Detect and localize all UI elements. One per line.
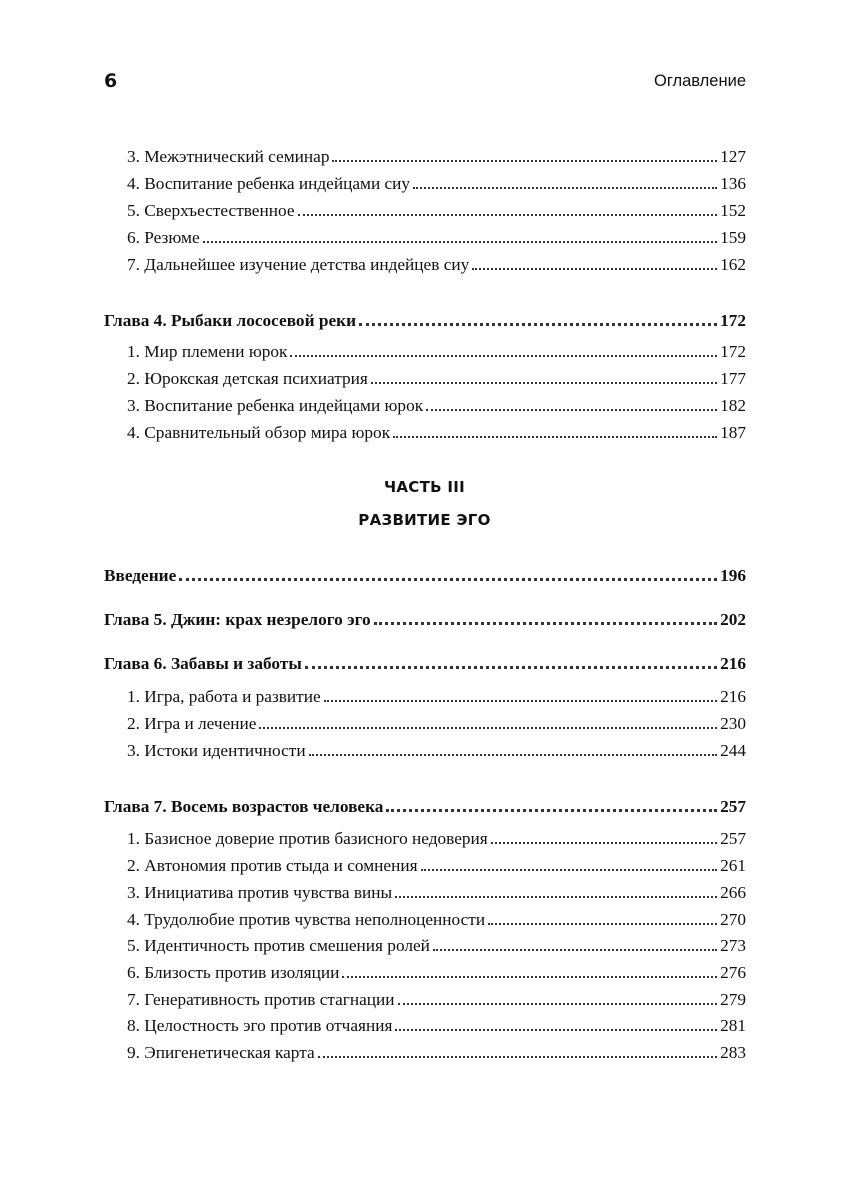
dot-leader	[203, 241, 717, 243]
dot-leader	[324, 700, 717, 702]
toc-entry-page: 276	[720, 963, 746, 982]
toc-entry-page: 177	[720, 369, 746, 388]
toc-section-entry	[104, 828, 746, 850]
toc-entry-page: 172	[720, 342, 746, 361]
toc-section-entry	[104, 686, 746, 708]
dot-leader	[318, 1056, 717, 1058]
toc-entry-title: Введение	[104, 566, 177, 585]
toc-entry-page: 270	[720, 910, 746, 929]
toc-section-entry	[104, 989, 746, 1011]
dot-leader	[491, 842, 717, 844]
toc-section-entry	[104, 341, 746, 363]
toc-section-entry	[104, 227, 746, 249]
toc-entry-title: 1. Базисное доверие против базисного недоверия	[127, 829, 488, 848]
dot-leader	[488, 923, 717, 925]
dot-leader	[309, 754, 717, 756]
dot-leader	[374, 622, 717, 625]
toc-section-entry	[104, 740, 746, 762]
toc-entry-page: 257	[720, 797, 746, 816]
toc-entry-title: Глава 7. Восемь возрастов человека	[104, 797, 384, 816]
toc-entry-page: 182	[720, 396, 746, 415]
toc-entry-title: Глава 5. Джин: крах незрелого эго	[104, 610, 371, 629]
toc-entry-title: 4. Трудолюбие против чувства неполноценности	[127, 910, 486, 929]
toc-entry-title: 4. Сравнительный обзор мира юрок	[127, 423, 391, 442]
dot-leader	[298, 214, 718, 216]
toc-entry-title: 6. Резюме	[127, 228, 200, 247]
page-number: 6	[104, 70, 118, 92]
dot-leader	[259, 727, 717, 729]
toc-entry-page: 162	[720, 255, 746, 274]
dot-leader	[472, 268, 717, 270]
toc-entry-title: 5. Идентичность против смешения ролей	[127, 936, 430, 955]
dot-leader	[426, 409, 717, 411]
toc-section-entry	[104, 254, 746, 276]
dot-leader	[359, 323, 717, 326]
toc-entry-page: 216	[720, 654, 746, 673]
toc-section-entry	[104, 855, 746, 877]
toc-entry-page: 127	[720, 147, 746, 166]
dot-leader	[413, 187, 717, 189]
toc-section-entry	[104, 146, 746, 168]
toc-section-entry	[104, 909, 746, 931]
toc-chapter-entry	[104, 310, 746, 332]
dot-leader	[371, 382, 717, 384]
toc-section-entry	[104, 200, 746, 222]
dot-leader	[393, 436, 717, 438]
dot-leader	[421, 869, 718, 871]
toc-entry-page: 273	[720, 936, 746, 955]
toc-entry-title: 2. Игра и лечение	[127, 714, 257, 733]
toc-section-entry	[104, 395, 746, 417]
toc-entry-title: 5. Сверхъестественное	[127, 201, 295, 220]
toc-entry-title: 3. Инициатива против чувства вины	[127, 883, 393, 902]
toc-entry-title: 9. Эпигенетическая карта	[127, 1043, 315, 1062]
toc-entry-title: Глава 4. Рыбаки лососевой реки	[104, 311, 357, 330]
toc-entry-page: 244	[720, 741, 746, 760]
toc-entry-page: 136	[720, 174, 746, 193]
dot-leader	[395, 1029, 717, 1031]
toc-section-entry	[104, 368, 746, 390]
toc-section-entry	[104, 713, 746, 735]
toc-entry-title: 3. Истоки идентичности	[127, 741, 306, 760]
toc-entry-page: 187	[720, 423, 746, 442]
toc-entry-title: 2. Юрокская детская психиатрия	[127, 369, 368, 388]
toc-entry-title: 7. Дальнейшее изучение детства индейцев сиу	[127, 255, 470, 274]
toc-chapter-entry	[104, 796, 746, 818]
toc-entry-page: 159	[720, 228, 746, 247]
dot-leader	[342, 976, 717, 978]
dot-leader	[398, 1003, 718, 1005]
toc-entry-page: 230	[720, 714, 746, 733]
toc-entry-title: 4. Воспитание ребенка индейцами сиу	[127, 174, 411, 193]
toc-chapter-entry	[104, 653, 746, 675]
toc-entry-page: 257	[720, 829, 746, 848]
toc-entry-title: 3. Воспитание ребенка индейцами юрок	[127, 396, 424, 415]
toc-section-entry	[104, 935, 746, 957]
toc-chapter-entry	[104, 565, 746, 587]
toc-entry-title: 1. Мир племени юрок	[127, 342, 288, 361]
running-title: Оглавление	[654, 72, 746, 90]
toc-section-entry	[104, 1015, 746, 1037]
toc-entry-title: Глава 6. Забавы и заботы	[104, 654, 302, 673]
toc-section-entry	[104, 882, 746, 904]
toc-chapter-entry	[104, 609, 746, 631]
toc-section-entry	[104, 1042, 746, 1064]
dot-leader	[332, 160, 717, 162]
toc-entry-page: 266	[720, 883, 746, 902]
toc-entry-page: 279	[720, 990, 746, 1009]
toc-entry-title: 6. Близость против изоляции	[127, 963, 340, 982]
toc-entry-title: 1. Игра, работа и развитие	[127, 687, 321, 706]
toc-section-entry	[104, 422, 746, 444]
dot-leader	[290, 355, 717, 357]
toc-entry-page: 196	[720, 566, 746, 585]
part-title: РАЗВИТИЕ ЭГО	[358, 511, 491, 529]
toc-entry-page: 261	[720, 856, 746, 875]
toc-section-entry	[104, 173, 746, 195]
toc-section-entry	[104, 962, 746, 984]
toc-entry-page: 283	[720, 1043, 746, 1062]
toc-entry-title: 3. Межэтнический семинар	[127, 147, 330, 166]
part-label: ЧАСТЬ III	[383, 478, 466, 496]
toc-entry-page: 281	[720, 1016, 746, 1035]
dot-leader	[433, 949, 717, 951]
toc-entry-title: 2. Автономия против стыда и сомнения	[127, 856, 418, 875]
toc-entry-page: 152	[720, 201, 746, 220]
dot-leader	[179, 578, 717, 581]
toc-entry-title: 7. Генеративность против стагнации	[127, 990, 395, 1009]
dot-leader	[305, 666, 717, 669]
toc-entry-page: 202	[720, 610, 746, 629]
toc-entry-page: 172	[720, 311, 746, 330]
toc-entry-title: 8. Целостность эго против отчаяния	[127, 1016, 393, 1035]
dot-leader	[386, 809, 717, 812]
toc-entry-page: 216	[720, 687, 746, 706]
dot-leader	[395, 896, 717, 898]
